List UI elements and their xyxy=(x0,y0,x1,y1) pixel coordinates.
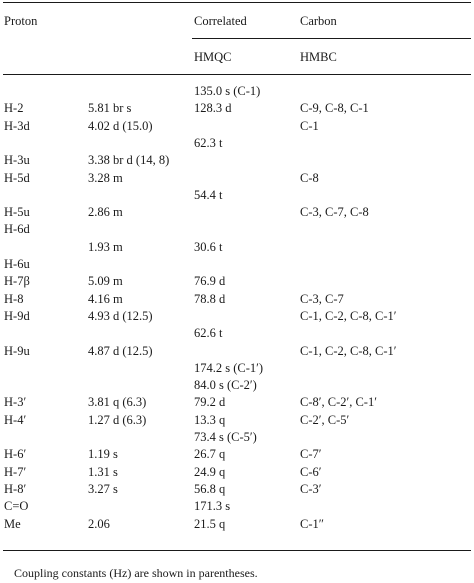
hmqc-cell: 78.8 d xyxy=(194,291,226,306)
shift-cell: 4.16 m xyxy=(88,291,123,306)
hmqc-cell: 21.5 q xyxy=(194,516,226,531)
proton-cell: Me xyxy=(4,516,21,531)
shift-cell: 3.27 s xyxy=(88,481,118,496)
proton-cell: H-5u xyxy=(4,205,30,220)
top-rule xyxy=(3,2,471,3)
proton-cell: H-8′ xyxy=(4,481,27,496)
hmqc-cell: 56.8 q xyxy=(194,481,226,496)
bottom-rule xyxy=(3,550,471,551)
proton-cell: H-6′ xyxy=(4,447,27,462)
hmqc-cell: 135.0 s (C-1) xyxy=(194,84,261,98)
shift-cell: 5.81 br s xyxy=(88,101,132,116)
hmbc-cell: C-1″ xyxy=(300,516,324,531)
header-carbon: Carbon xyxy=(300,14,337,28)
hmqc-cell: 76.9 d xyxy=(194,274,226,289)
header-hmqc: HMQC xyxy=(194,50,232,64)
hmqc-cell: 73.4 s (C-5′) xyxy=(194,430,257,444)
proton-cell: C=O xyxy=(4,499,29,514)
proton-cell: H-3′ xyxy=(4,395,27,410)
header-proton: Proton xyxy=(4,14,38,28)
hmqc-cell: 54.4 t xyxy=(194,187,223,202)
hmqc-cell: 13.3 q xyxy=(194,412,226,427)
hmqc-cell: 174.2 s (C-1′) xyxy=(194,360,264,375)
hmbc-cell: C-6′ xyxy=(300,464,322,479)
proton-cell: H-3d xyxy=(4,118,30,133)
proton-cell: H-7′ xyxy=(4,464,27,479)
proton-cell: H-5d xyxy=(4,170,30,185)
shift-cell: 1.31 s xyxy=(88,464,118,479)
shift-cell: 2.06 xyxy=(88,516,110,531)
hmqc-cell: 84.0 s (C-2′) xyxy=(194,378,257,393)
shift-cell: 1.27 d (6.3) xyxy=(88,412,147,427)
proton-cell: H-6d xyxy=(4,222,30,237)
hmbc-cell: C-2′, C-5′ xyxy=(300,412,350,427)
shift-cell: 1.19 s xyxy=(88,447,118,462)
proton-cell: H-7β xyxy=(4,274,30,289)
shift-cell: 3.81 q (6.3) xyxy=(88,395,147,410)
hmqc-cell: 171.3 s xyxy=(194,499,231,514)
shift-cell: 4.02 d (15.0) xyxy=(88,118,153,133)
hmbc-cell: C-1, C-2, C-8, C-1′ xyxy=(300,343,397,358)
shift-cell: 4.87 d (12.5) xyxy=(88,343,153,358)
hmbc-cell: C-8 xyxy=(300,170,319,185)
shift-cell: 5.09 m xyxy=(88,274,123,289)
shift-cell: 3.28 m xyxy=(88,170,123,185)
hmqc-cell: 62.3 t xyxy=(194,135,223,150)
header-hmbc: HMBC xyxy=(300,50,337,64)
shift-cell: 3.38 br d (14, 8) xyxy=(88,153,170,168)
proton-cell: H-9u xyxy=(4,343,30,358)
shift-cell: 2.86 m xyxy=(88,205,123,220)
footnote: Coupling constants (Hz) are shown in parentheses. xyxy=(14,566,258,580)
hmqc-cell: 26.7 q xyxy=(194,447,226,462)
header-sub-rule xyxy=(192,38,471,39)
hmbc-cell: C-1, C-2, C-8, C-1′ xyxy=(300,308,397,323)
header-correlated: Correlated xyxy=(194,14,247,28)
hmqc-cell: 128.3 d xyxy=(194,101,232,116)
shift-cell: 1.93 m xyxy=(88,239,123,254)
hmbc-cell: C-8′, C-2′, C-1′ xyxy=(300,395,377,410)
hmbc-cell: C-1 xyxy=(300,118,319,133)
hmbc-cell: C-3′ xyxy=(300,481,322,496)
shift-cell: 4.93 d (12.5) xyxy=(88,308,153,323)
hmbc-cell: C-3, C-7, C-8 xyxy=(300,205,369,220)
proton-cell: H-3u xyxy=(4,153,30,168)
hmbc-cell: C-3, C-7 xyxy=(300,291,344,306)
proton-cell: H-2 xyxy=(4,101,24,116)
hmbc-cell: C-7′ xyxy=(300,447,322,462)
proton-cell: H-9d xyxy=(4,308,30,323)
proton-cell: H-8 xyxy=(4,291,24,306)
header-rule xyxy=(3,74,471,75)
hmqc-cell: 62.6 t xyxy=(194,326,223,341)
hmqc-cell: 24.9 q xyxy=(194,464,226,479)
hmqc-cell: 30.6 t xyxy=(194,239,223,254)
hmqc-cell: 79.2 d xyxy=(194,395,226,410)
proton-cell: H-6u xyxy=(4,257,30,271)
hmbc-cell: C-9, C-8, C-1 xyxy=(300,101,369,116)
proton-cell: H-4′ xyxy=(4,412,27,427)
